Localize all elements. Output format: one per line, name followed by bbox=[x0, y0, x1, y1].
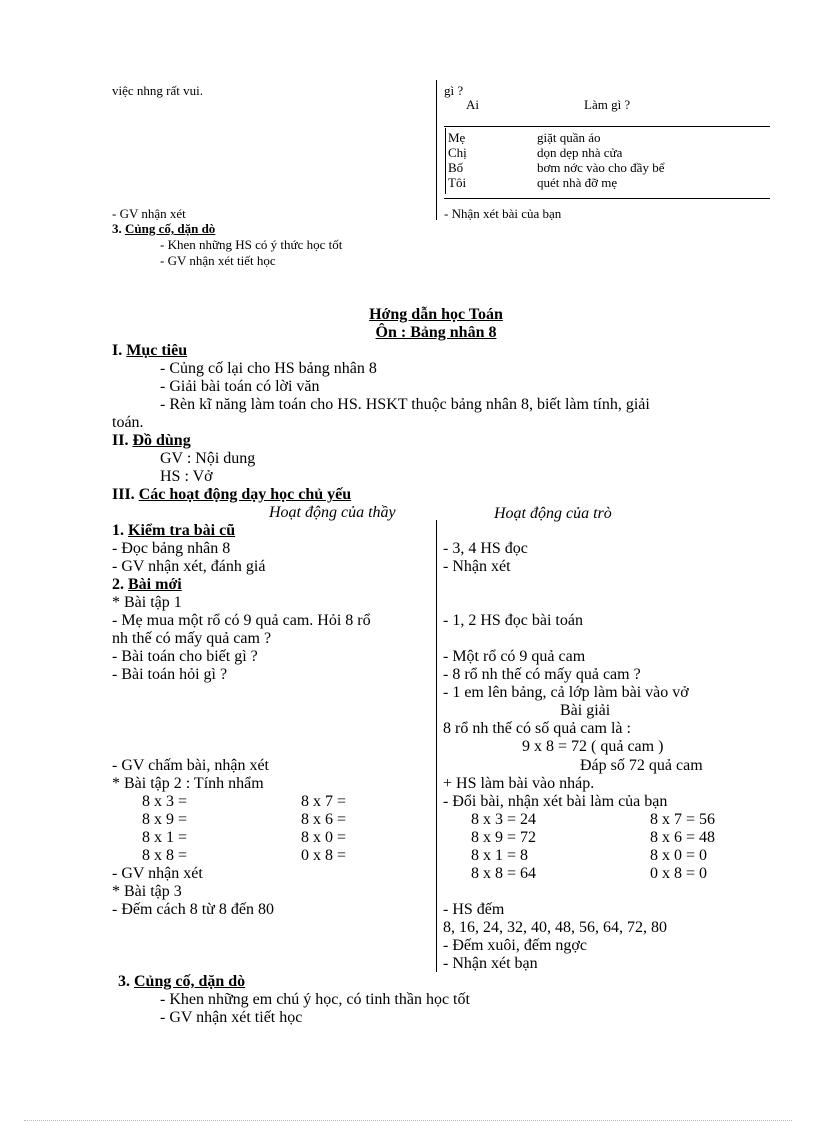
exercise-label: * Bài tập 3 bbox=[112, 883, 182, 900]
objective-item: - Củng cố lại cho HS bảng nhân 8 bbox=[160, 360, 377, 377]
activity-column-divider bbox=[436, 520, 437, 972]
calc-item: 8 x 9 = bbox=[142, 811, 188, 828]
solution-calc: 9 x 8 = 72 ( quả cam ) bbox=[522, 738, 664, 755]
table-cell-lam: dọn dẹp nhà cửa bbox=[537, 145, 623, 160]
calc-item: 8 x 3 = bbox=[142, 793, 188, 810]
student-line: - 3, 4 HS đọc bbox=[443, 540, 528, 557]
answer-item: 8 x 6 = 48 bbox=[650, 829, 716, 846]
column-header-tro: Hoạt động của trò bbox=[494, 505, 612, 522]
top-list-item: - GV nhận xét tiết học bbox=[160, 253, 276, 268]
solution-heading: Bài giải bbox=[560, 702, 611, 719]
teacher-line: - GV nhận xét, đánh giá bbox=[112, 558, 266, 575]
question-fragment: gì ? bbox=[444, 83, 464, 98]
table-cell-lam: giặt quần áo bbox=[537, 130, 601, 145]
table-cell-ai: Chị bbox=[448, 145, 467, 160]
student-line: 8, 16, 24, 32, 40, 48, 56, 64, 72, 80 bbox=[443, 919, 667, 936]
prev-text-line: việc nhng rất vui. bbox=[112, 83, 203, 98]
answer-item: 8 x 1 = 8 bbox=[471, 847, 529, 864]
table-bottom-rule bbox=[444, 198, 770, 199]
teacher-line: - Đọc bảng nhân 8 bbox=[112, 540, 231, 557]
teacher-line: - Đếm cách 8 từ 8 đến 80 bbox=[112, 901, 274, 918]
calc-item: 0 x 8 = bbox=[301, 847, 347, 864]
teacher-line: - Mẹ mua một rổ có 9 quả cam. Hỏi 8 rổ bbox=[112, 612, 371, 629]
closing-item: - Khen những em chú ý học, có tinh thần học tốt bbox=[160, 991, 470, 1008]
section-heading-muc-tieu: I. Mục tiêu bbox=[112, 342, 188, 359]
student-line: + HS làm bài vào nháp. bbox=[443, 775, 595, 792]
closing-item: - GV nhận xét tiết học bbox=[160, 1009, 303, 1026]
section-heading-hoat-dong: III. Các hoạt động dạy học chủ yếu bbox=[112, 486, 352, 503]
gv-nhan-xet: - GV nhận xét bbox=[112, 206, 186, 221]
student-line: - HS đếm bbox=[443, 901, 505, 918]
page-title: Hớng dẫn học Toán bbox=[369, 306, 503, 323]
page-subtitle: Ôn : Bảng nhân 8 bbox=[375, 324, 497, 341]
calc-item: 8 x 0 = bbox=[301, 829, 347, 846]
student-line: - 1 em lên bảng, cả lớp làm bài vào vở bbox=[443, 684, 689, 701]
hs-nhan-xet: - Nhận xét bài của bạn bbox=[444, 206, 562, 221]
top-section-heading: 3. Củng cố, dặn dò bbox=[112, 221, 216, 236]
table-top-rule bbox=[444, 126, 770, 127]
table-cell-lam: bơm nớc vào cho đầy bể bbox=[537, 160, 665, 175]
table-cell-ai: Bố bbox=[448, 160, 464, 175]
calc-item: 8 x 7 = bbox=[301, 793, 347, 810]
material-hs: HS : Vở bbox=[160, 468, 213, 485]
teacher-line: - Bài toán cho biết gì ? bbox=[112, 648, 258, 665]
table-cell-ai: Mẹ bbox=[448, 130, 466, 145]
subheading-kiem-tra: 1. Kiểm tra bài cũ bbox=[112, 522, 236, 539]
section-heading-do-dung: II. Đồ dùng bbox=[112, 432, 191, 449]
section-heading-cung-co: 3. Củng cố, dặn dò bbox=[118, 973, 246, 990]
student-line: - 1, 2 HS đọc bài toán bbox=[443, 612, 583, 629]
answer-item: 0 x 8 = 0 bbox=[650, 865, 708, 882]
exercise-label: * Bài tập 1 bbox=[112, 594, 182, 611]
exercise-label: * Bài tập 2 : Tính nhẩm bbox=[112, 775, 264, 792]
answer-item: 8 x 0 = 0 bbox=[650, 847, 708, 864]
answer-item: 8 x 7 = 56 bbox=[650, 811, 716, 828]
column-header-thay: Hoạt động của thầy bbox=[269, 504, 396, 521]
student-line: - Nhận xét bạn bbox=[443, 955, 538, 972]
solution-answer: Đáp số 72 quả cam bbox=[580, 757, 703, 774]
table-cell-lam: quét nhà đỡ mẹ bbox=[537, 175, 618, 190]
calc-item: 8 x 8 = bbox=[142, 847, 188, 864]
objective-item: - Rèn kĩ năng làm toán cho HS. HSKT thuộc bảng nhân 8, biết làm tính, giải bbox=[160, 396, 650, 413]
calc-item: 8 x 6 = bbox=[301, 811, 347, 828]
table-header-ai: Ai bbox=[466, 97, 479, 112]
subheading-bai-moi: 2. Bài mới bbox=[112, 576, 182, 593]
top-list-item: - Khen những HS có ý thức học tốt bbox=[160, 237, 343, 252]
student-line: - Nhận xét bbox=[443, 558, 511, 575]
teacher-line: nh thế có mấy quả cam ? bbox=[112, 630, 272, 647]
column-divider-top bbox=[436, 80, 437, 220]
answer-item: 8 x 9 = 72 bbox=[471, 829, 537, 846]
objective-item: - Giải bài toán có lời văn bbox=[160, 378, 320, 395]
material-gv: GV : Nội dung bbox=[160, 450, 256, 467]
answer-item: 8 x 8 = 64 bbox=[471, 865, 537, 882]
student-line: - 8 rổ nh thế có mấy quả cam ? bbox=[443, 666, 641, 683]
teacher-line: - GV chấm bài, nhận xét bbox=[112, 757, 269, 774]
calc-item: 8 x 1 = bbox=[142, 829, 188, 846]
objective-item-wrap: toán. bbox=[112, 414, 144, 431]
table-header-lam-gi: Làm gì ? bbox=[584, 97, 631, 112]
student-line: - Đổi bài, nhận xét bài làm của bạn bbox=[443, 793, 668, 810]
teacher-line: - GV nhận xét bbox=[112, 865, 203, 882]
answer-item: 8 x 3 = 24 bbox=[471, 811, 537, 828]
table-left-rule bbox=[445, 128, 446, 194]
student-line: - Một rổ có 9 quả cam bbox=[443, 648, 586, 665]
teacher-line: - Bài toán hỏi gì ? bbox=[112, 666, 228, 683]
solution-line: 8 rổ nh thế có số quả cam là : bbox=[443, 720, 631, 737]
page-edge-divider bbox=[24, 1120, 792, 1121]
table-cell-ai: Tôi bbox=[448, 175, 467, 190]
student-line: - Đếm xuôi, đếm ngợc bbox=[443, 937, 587, 954]
